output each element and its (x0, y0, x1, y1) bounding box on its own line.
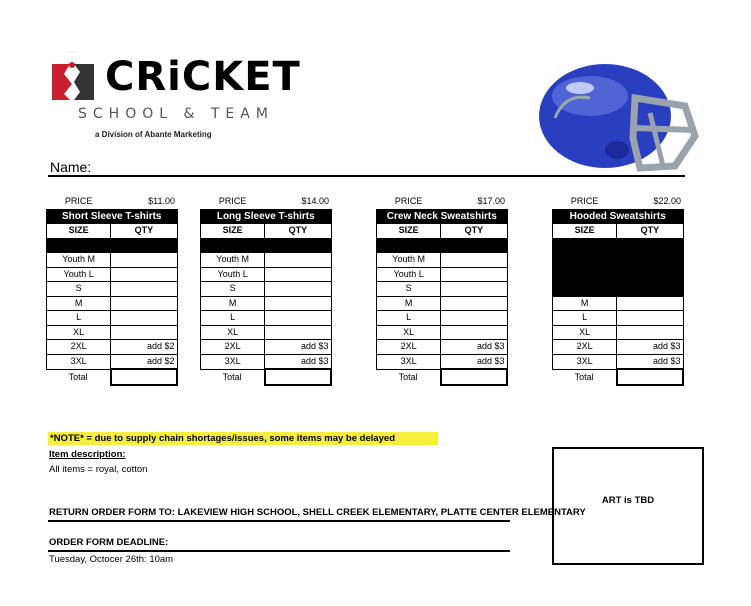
size-cell: 2XL (47, 340, 111, 355)
size-cell: S (201, 282, 265, 297)
item-description-label: Item description: (49, 449, 126, 460)
price-label: PRICE (218, 196, 247, 207)
size-cell: L (47, 311, 111, 326)
table-row (47, 253, 178, 268)
price-value: $17.00 (477, 196, 505, 207)
price-value: $22.00 (653, 196, 681, 207)
size-cell: 3XL (553, 354, 617, 369)
size-cell: 2XL (201, 340, 265, 355)
size-cell: Youth L (47, 267, 111, 282)
order-table (376, 195, 508, 386)
qty-cell[interactable] (265, 253, 331, 268)
name-field[interactable] (95, 160, 685, 176)
qty-cell[interactable]: add $3 (617, 340, 683, 355)
size-cell: Youth M (47, 253, 111, 268)
brand-logo (50, 54, 310, 148)
size-header: SIZE (201, 224, 265, 239)
art-box (552, 447, 704, 565)
total-label: Total (398, 371, 418, 382)
deadline-label: ORDER FORM DEADLINE: (49, 537, 169, 548)
size-cell: Youth M (377, 253, 441, 268)
size-cell: L (377, 311, 441, 326)
qty-cell[interactable] (441, 311, 507, 326)
table-row (553, 311, 684, 326)
size-cell: M (377, 296, 441, 311)
table-title: Long Sleeve T-shirts (201, 209, 332, 224)
price-label: PRICE (394, 196, 423, 207)
table-row (377, 267, 508, 282)
qty-cell[interactable]: add $3 (441, 340, 507, 355)
table-row (377, 253, 508, 268)
qty-header: QTY (441, 224, 507, 239)
blackout-row (553, 238, 684, 253)
qty-cell[interactable] (441, 282, 507, 297)
table-row (47, 311, 178, 326)
qty-cell[interactable] (111, 325, 177, 340)
name-line (48, 175, 685, 177)
qty-cell[interactable] (265, 311, 331, 326)
table-row (553, 340, 684, 355)
order-table (46, 195, 178, 386)
table-row (47, 340, 178, 355)
table-row (377, 340, 508, 355)
football-helmet-icon (535, 58, 700, 173)
qty-cell[interactable] (111, 282, 177, 297)
name-label: Name: (50, 159, 92, 175)
size-cell: M (553, 296, 617, 311)
table-row (377, 325, 508, 340)
table-row (377, 282, 508, 297)
cricket-mark-icon (50, 60, 96, 102)
table-row (553, 296, 684, 311)
qty-cell[interactable] (265, 267, 331, 282)
table-row (201, 354, 332, 369)
art-label: ART is TBD (601, 495, 655, 506)
table-row (47, 267, 178, 282)
qty-cell[interactable]: add $2 (111, 340, 177, 355)
qty-cell[interactable] (265, 296, 331, 311)
table-row (201, 311, 332, 326)
table-title: Hooded Sweatshirts (553, 209, 684, 224)
qty-cell[interactable] (441, 253, 507, 268)
qty-cell[interactable] (617, 325, 683, 340)
brand-subtitle: SCHOOL & TEAM (78, 106, 274, 122)
table-row (377, 354, 508, 369)
size-cell: 3XL (377, 354, 441, 369)
qty-cell[interactable]: add $3 (265, 354, 331, 369)
table-row (377, 311, 508, 326)
table-row (201, 253, 332, 268)
qty-cell[interactable]: add $3 (441, 354, 507, 369)
qty-cell[interactable] (265, 282, 331, 297)
qty-cell[interactable] (617, 311, 683, 326)
total-cell[interactable] (617, 369, 683, 385)
size-cell: XL (47, 325, 111, 340)
size-cell: S (47, 282, 111, 297)
table-title: Crew Neck Sweatshirts (377, 209, 508, 224)
price-value: $11.00 (148, 196, 175, 207)
brand-name: CRiCKET (105, 54, 301, 100)
return-line (48, 520, 510, 522)
qty-cell[interactable] (111, 311, 177, 326)
return-label: RETURN ORDER FORM TO: LAKEVIEW HIGH SCHOOL, SHELL CREEK ELEMENTARY, PLATTE CENTER ELEMENTARY (49, 507, 586, 518)
table-row (201, 267, 332, 282)
total-label: Total (574, 371, 594, 382)
total-cell[interactable] (111, 369, 177, 385)
size-cell: M (47, 296, 111, 311)
size-cell: 3XL (201, 354, 265, 369)
price-label: PRICE (64, 196, 93, 207)
size-header: SIZE (47, 224, 111, 239)
blackout-row (377, 238, 508, 253)
table-title: Short Sleeve T-shirts (47, 209, 178, 224)
qty-cell[interactable] (111, 267, 177, 282)
blackout-row (201, 238, 332, 253)
order-table (552, 195, 684, 386)
size-header: SIZE (377, 224, 441, 239)
size-header: SIZE (553, 224, 617, 239)
qty-cell[interactable] (111, 253, 177, 268)
blackout-row (553, 267, 684, 282)
blackout-row (553, 253, 684, 268)
table-row (201, 282, 332, 297)
qty-cell[interactable] (265, 325, 331, 340)
table-row (201, 296, 332, 311)
size-cell: 2XL (553, 340, 617, 355)
qty-cell[interactable] (441, 296, 507, 311)
deadline-value: Tuesday, Octocer 26th: 10am (49, 554, 174, 565)
qty-cell[interactable]: add $3 (265, 340, 331, 355)
size-cell: XL (201, 325, 265, 340)
blackout-row (47, 238, 178, 253)
supply-note: *NOTE* = due to supply chain shortages/issues, some items may be delayed (48, 432, 438, 445)
size-cell: 2XL (377, 340, 441, 355)
qty-cell[interactable] (441, 267, 507, 282)
qty-cell[interactable]: add $3 (617, 354, 683, 369)
table-row (553, 325, 684, 340)
qty-header: QTY (111, 224, 177, 239)
qty-cell[interactable] (617, 296, 683, 311)
size-cell: XL (553, 325, 617, 340)
size-cell: L (553, 311, 617, 326)
qty-header: QTY (265, 224, 331, 239)
total-cell[interactable] (265, 369, 331, 385)
total-label: Total (68, 371, 88, 382)
size-cell: M (201, 296, 265, 311)
size-cell: XL (377, 325, 441, 340)
table-row (47, 325, 178, 340)
item-description: All items = royal, cotton (49, 464, 148, 475)
total-label: Total (222, 371, 242, 382)
table-row (47, 282, 178, 297)
total-cell[interactable] (441, 369, 507, 385)
size-cell: L (201, 311, 265, 326)
brand-division: a Division of Abante Marketing (95, 130, 212, 139)
order-table (200, 195, 332, 386)
size-cell: S (377, 282, 441, 297)
table-row (201, 340, 332, 355)
deadline-line (48, 550, 510, 552)
qty-cell[interactable] (111, 296, 177, 311)
table-row (47, 354, 178, 369)
table-row (553, 354, 684, 369)
qty-cell[interactable] (441, 325, 507, 340)
price-value: $14.00 (301, 196, 329, 207)
table-row (47, 296, 178, 311)
size-cell: 3XL (47, 354, 111, 369)
table-row (201, 325, 332, 340)
blackout-row (553, 282, 684, 297)
size-cell: Youth M (201, 253, 265, 268)
table-row (377, 296, 508, 311)
qty-cell[interactable]: add $2 (111, 354, 177, 369)
size-cell: Youth L (377, 267, 441, 282)
price-label: PRICE (570, 196, 599, 207)
qty-header: QTY (617, 224, 683, 239)
size-cell: Youth L (201, 267, 265, 282)
